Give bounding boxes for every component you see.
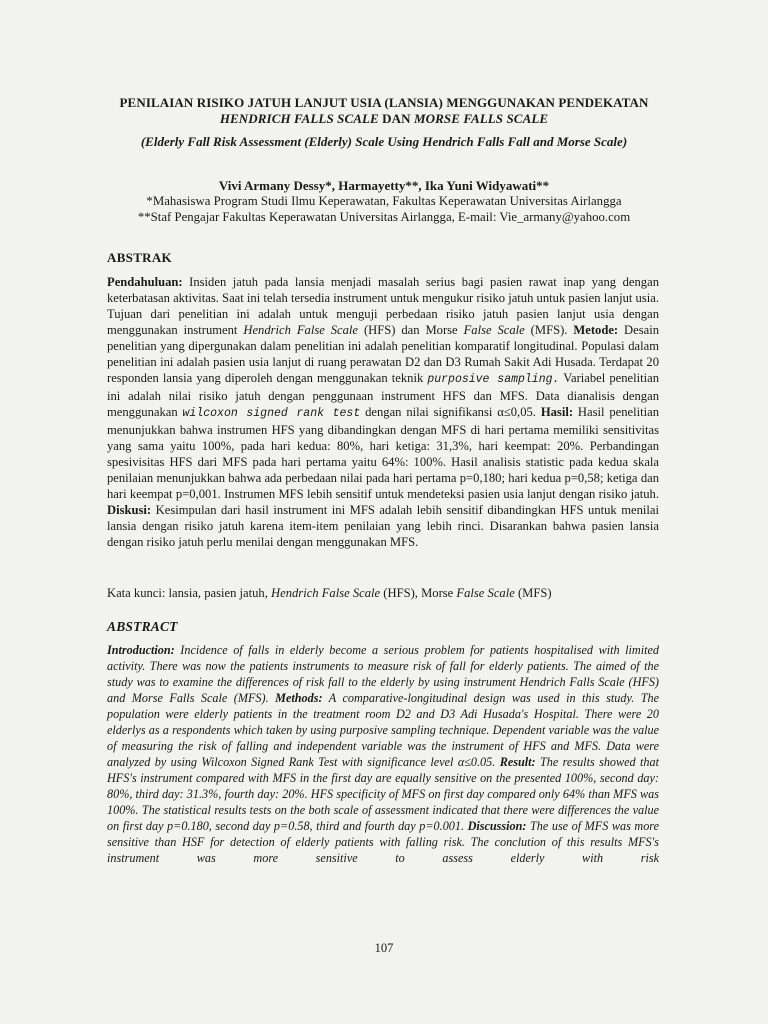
keywords-text: (MFS) [514,586,552,600]
title-hfs: HENDRICH FALLS SCALE [219,111,379,126]
keywords-italic: Hendrich False Scale [271,586,381,600]
affiliation-staff: **Staf Pengajar Fakultas Keperawatan Universitas Airlangga, E-mail: Vie_armany@yahoo.com [137,210,631,224]
abstrak-text: (HFS) dan Morse [358,323,464,337]
authors: Vivi Armany Dessy*, Harmayetty**, Ika Yuni Widyawati** [218,178,550,193]
keywords [107,585,659,601]
abstract-text: A comparative-longitudinal design was used in this study. The population were elderly patients in the treatment room D2 and D3 Adi Husada's Hospital. There were 20 elderlys as a respondents which taken by using purposive sampling technique. Dependent variable was the value of measuring the risk of falling and independent variable was the instrument of HFS and MFS. Data were analyzed by using Wilcoxon Signed Rank Test with significance level α≤0.05. [107,691,659,769]
abstract-body [107,642,659,866]
abstrak-text: Kesimpulan dari hasil instrument ini MFS adalah lebih sensitif dibandingkan HFS untuk menilai lansia dengan risiko jatuh karena item-item penilaian yang lebih rinci. Disarankan bahwa pasien lansia dengan risiko jatuh perlu menilai dengan menggunakan MFS. [107,503,659,549]
paper-title [60,95,708,127]
label-introduction: Introduction: [107,643,175,657]
keywords-text: Kata kunci: lansia, pasien jatuh, [107,586,272,600]
abstrak-text: Insiden jatuh pada lansia menjadi masalah serius bagi pasien rawat inap yang dengan keterbatasan aktivitas. Saat ini telah tersedia instrument untuk mengukur risiko jatuh untuk pasien lanjut usia. Tujuan dari penelitian ini adalah untuk menguji perbedaan risiko jatuh pasien lanjut usia dengan menggunakan instrument [107,275,659,337]
abstract-text: The use of MFS was more sensitive than HSF for detection of elderly patients with falling risk. The conclution of this results MFS's instrument was more sensitive to assess elderly with risk [107,819,659,865]
title-line-1: PENILAIAN RISIKO JATUH LANJUT USIA (LANSIA) MENGGUNAKAN PENDEKATAN [119,95,649,110]
abstrak-body [107,274,659,550]
affiliation-students: *Mahasiswa Program Studi Ilmu Keperawatan, Fakultas Keperawatan Universitas Airlangga [146,194,622,208]
keywords-text: (HFS), Morse [380,586,457,600]
title-line-2 [60,111,708,127]
abstrak-text: dengan nilai signifikansi α≤0,05. [360,405,541,419]
label-metode: Metode: [573,323,619,337]
abstrak-text-italic: Hendrich False Scale [243,323,359,337]
abstrak-heading: ABSTRAK [107,250,172,265]
abstrak-text: Desain penelitian yang dipergunakan dalam penelitian ini adalah penelitian komparatif longitudinal. Populasi dalam penelitian ini adalah pasien usia lanjut di ruang perawatan D2 dan D3 Rumah Sakit Adi Husada. Terdapat 20 responden lansia yang diperoleh dengan menggunakan teknik [107,323,660,385]
label-hasil: Hasil: [540,405,574,419]
keywords-italic: False Scale [456,586,515,600]
abstract-text: The results showed that HFS's instrument compared with MFS in the first day are equally sensitive on the presented 100%, second day: 80%, third day: 31.3%, fourth day: 20%. HFS specificity of MFS on first day compared only 64% than MFS was 100%. The statistical results tests on the both scale of assessment indicated that there were differences the value on first day p=0.180, second day p=0.58, third and fourth day p=0.001. [107,755,660,833]
label-result: Result: [499,755,536,769]
abstrak-text-italic: wilcoxon signed rank test [182,407,361,420]
abstrak-text-italic: purposive sampling. [427,373,560,386]
title-mfs: MORSE FALLS SCALE [414,111,549,126]
label-methods: Methods: [275,691,323,705]
abstract-heading: ABSTRACT [107,619,178,634]
page-number: 107 [374,941,394,955]
label-pendahuluan: Pendahuluan: [107,275,183,289]
label-discussion: Discussion: [467,819,527,833]
english-title: (Elderly Fall Risk Assessment (Elderly) Scale Using Hendrich Falls Fall and Morse Scale) [140,134,628,149]
label-diskusi: Diskusi: [107,503,152,517]
abstrak-text-italic: False Scale [463,323,525,337]
title-conj: DAN [378,111,414,126]
abstract-text: Incidence of falls in elderly become a serious problem for patients hospitalised with limited activity. There was now the patients instruments to measure risk of fall for elderly patients. The aimed of the study was to examine the differences of risk fall to the elderly by using instrument Hendrich Falls Scale (HFS) and Morse Falls Scale (MFS). [107,643,659,705]
abstrak-text: (MFS). [524,323,574,337]
abstrak-text: Hasil penelitian menunjukkan bahwa instrumen HFS yang dibandingkan dengan MFS di hari pertama memiliki sensitivitas yang sama yaitu 100%, pada hari kedua: 80%, hari ketiga: 31,3%, hari keempat: 20%. Perbandingan spesivisitas HFS dari MFS pada hari pertama yaitu 64%: 100%. Hasil analisis statistic pada kedua skala penilaian menunjukkan bahwa ada perbedaan nilai pada hari pertama p=0,180; hari kedua p=0,58; ketiga dan hari keempat p=0,001. Instrumen MFS lebih sensitif untuk mendeteksi pasien usia lanjut dengan risiko jatuh. [107,405,660,501]
abstrak-text: Variabel penelitian ini adalah nilai risiko jatuh dengan penggunaan instrument HFS dan MFS. Data dianalisis dengan menggunakan [107,371,659,419]
